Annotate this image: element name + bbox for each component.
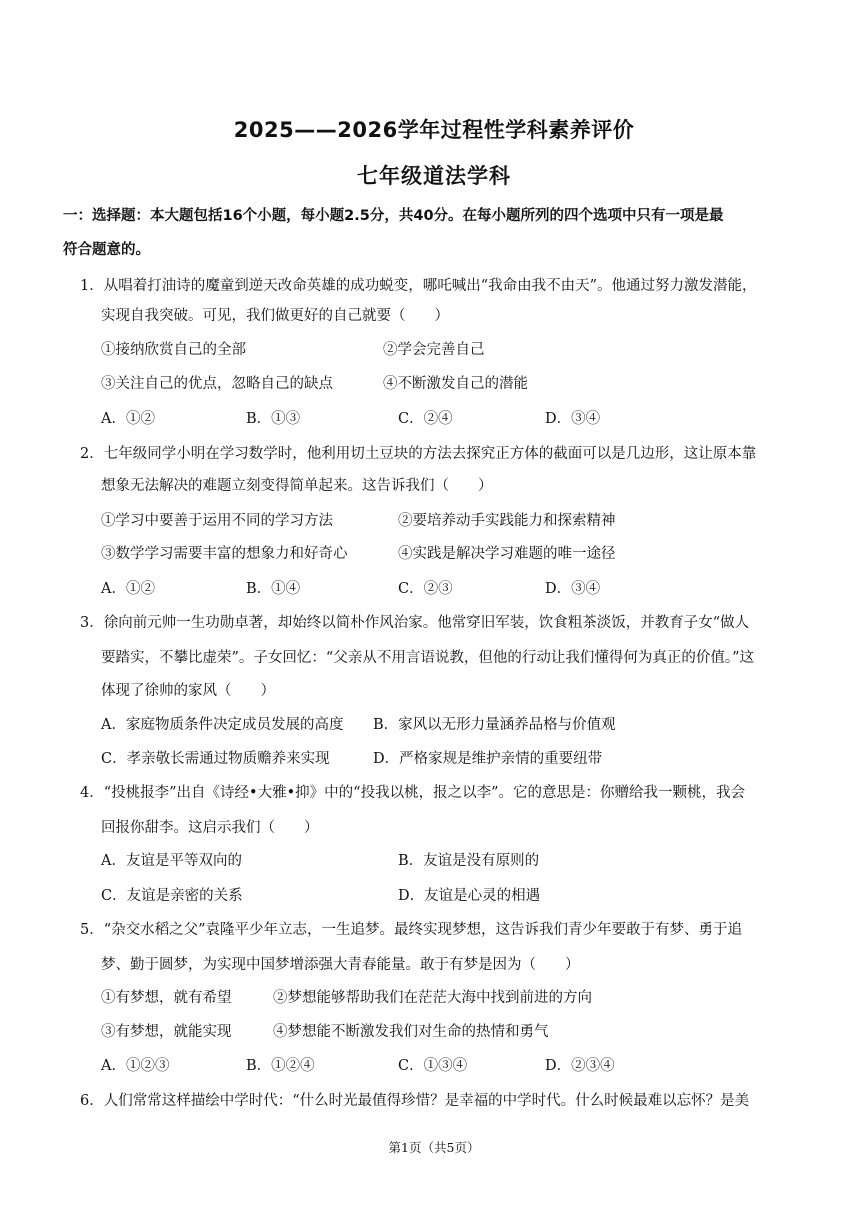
q2-statement-4: ④实践是解决学习难题的唯一途径 bbox=[398, 546, 616, 562]
q4-option-c: C．友谊是亲密的关系 bbox=[101, 888, 243, 904]
q3-stem-line2: 要踏实，不攀比虚荣”。子女回忆：“父亲从不用言语说教，但他的行动让我们懂得何为真正的价值。”这 bbox=[101, 650, 754, 666]
q2-option-d: D．③④ bbox=[545, 581, 601, 597]
q3-stem-line3: 体现了徐帅的家风（ ） bbox=[101, 683, 275, 699]
q2-option-c: C．②③ bbox=[398, 581, 453, 597]
q3-option-b: B．家风以无形力量涵养品格与价值观 bbox=[373, 717, 616, 733]
q5-option-d: D．②③④ bbox=[545, 1058, 615, 1074]
page-footer: 第1页（共5页） bbox=[388, 1140, 480, 1155]
q5-statement-2: ②梦想能够帮助我们在茫茫大海中找到前进的方向 bbox=[273, 990, 592, 1006]
q2-option-a: A．①② bbox=[101, 581, 155, 597]
exam-title: 2025——2026学年过程性学科素养评价 bbox=[233, 118, 635, 142]
q3-option-c: C．孝亲敬长需通过物质赡养来实现 bbox=[101, 751, 330, 767]
q2-stem-line1: 2．七年级同学小明在学习数学时，他利用切土豆块的方法去探究正方体的截面可以是几边形，这让原本靠 bbox=[80, 446, 757, 462]
q5-stem-line2: 梦、勤于圆梦，为实现中国梦增添强大青春能量。敢于有梦是因为（ ） bbox=[101, 957, 580, 973]
q2-statement-1: ①学习中要善于运用不同的学习方法 bbox=[101, 513, 333, 529]
q1-statement-4: ④不断激发自己的潜能 bbox=[383, 376, 528, 392]
q4-stem-line2: 回报你甜李。这启示我们（ ） bbox=[101, 820, 319, 836]
q5-option-c: C．①③④ bbox=[398, 1058, 468, 1074]
q1-option-b: B．①③ bbox=[246, 411, 301, 427]
q1-option-c: C．②④ bbox=[398, 411, 453, 427]
section-heading-line1: 一：选择题：本大题包括16个小题，每小题2.5分，共40分。在每小题所列的四个选项中只有一项是最 bbox=[63, 208, 724, 224]
q4-stem-line1: 4．“投桃报李”出自《诗经•大雅•抑》中的“投我以桃，报之以李”。它的意思是：你赠给我一颗桃，我会 bbox=[80, 785, 745, 801]
q3-stem-line1: 3．徐向前元帅一生功勋卓著，却始终以简朴作风治家。他常穿旧军装，饮食粗茶淡饭，并教育子女“做人 bbox=[80, 615, 750, 631]
exam-subtitle: 七年级道法学科 bbox=[357, 164, 511, 188]
q4-option-b: B．友谊是没有原则的 bbox=[398, 853, 540, 869]
q1-option-d: D．③④ bbox=[545, 411, 601, 427]
q1-statement-3: ③关注自己的优点，忽略自己的缺点 bbox=[101, 376, 333, 392]
q4-option-d: D．友谊是心灵的相遇 bbox=[398, 888, 541, 904]
q2-stem-line2: 想象无法解决的难题立刻变得简单起来。这告诉我们（ ） bbox=[101, 478, 493, 494]
q2-statement-2: ②要培养动手实践能力和探索精神 bbox=[398, 513, 616, 529]
q5-statement-3: ③有梦想，就能实现 bbox=[101, 1024, 232, 1040]
q2-option-b: B．①④ bbox=[246, 581, 301, 597]
q5-option-b: B．①②④ bbox=[246, 1058, 315, 1074]
q4-option-a: A．友谊是平等双向的 bbox=[101, 853, 242, 869]
q5-statement-4: ④梦想能不断激发我们对生命的热情和勇气 bbox=[273, 1024, 549, 1040]
q1-option-a: A．①② bbox=[101, 411, 155, 427]
section-heading-line2: 符合题意的。 bbox=[63, 242, 150, 258]
q1-statement-2: ②学会完善自己 bbox=[383, 342, 485, 358]
q2-statement-3: ③数学学习需要丰富的想象力和好奇心 bbox=[101, 546, 348, 562]
q1-statement-1: ①接纳欣赏自己的全部 bbox=[101, 342, 246, 358]
q5-stem-line1: 5．“杂交水稻之父”袁隆平少年立志，一生追梦。最终实现梦想，这告诉我们青少年要敢于有梦、勇于追 bbox=[80, 922, 743, 938]
q3-option-d: D．严格家规是维护亲情的重要纽带 bbox=[373, 751, 603, 767]
q5-option-a: A．①②③ bbox=[101, 1058, 170, 1074]
q1-stem-line2: 实现自我突破。可见，我们做更好的自己就要（ ） bbox=[101, 308, 449, 324]
q1-stem-line1: 1．从唱着打油诗的魔童到逆天改命英雄的成功蜕变，哪吒喊出“我命由我不由天”。他通过努力激发潜能， bbox=[80, 278, 757, 294]
q6-stem-line1: 6．人们常常这样描绘中学时代：“什么时光最值得珍惜？是幸福的中学时代。什么时候最难以忘怀？是美 bbox=[80, 1093, 750, 1109]
q5-statement-1: ①有梦想，就有希望 bbox=[101, 990, 232, 1006]
q3-option-a: A．家庭物质条件决定成员发展的高度 bbox=[101, 717, 344, 733]
